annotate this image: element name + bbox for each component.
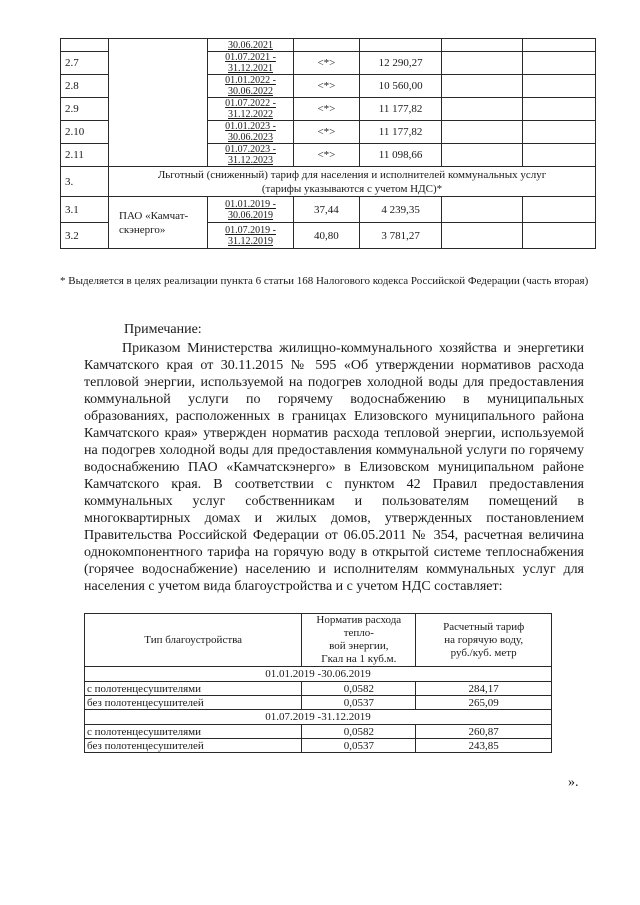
rate-cell: 284,17 — [416, 682, 552, 696]
org-name — [109, 197, 208, 249]
norm-cell: 0,0537 — [302, 739, 416, 753]
header-rate — [416, 614, 552, 667]
value-cell: <*> — [293, 144, 359, 167]
section-title — [109, 167, 596, 197]
period-cell — [208, 75, 293, 98]
vat-cell: 12 290,27 — [360, 52, 442, 75]
period-line: 30.06.2023 — [228, 132, 274, 143]
period-cell — [208, 223, 293, 249]
period-line: 31.12.2021 — [228, 63, 274, 74]
value-cell — [293, 39, 359, 52]
closing-quote: ». — [568, 775, 579, 790]
period-row — [85, 667, 552, 682]
period-line: 30.06.2021 — [228, 39, 274, 51]
empty-cell — [522, 144, 595, 167]
vat-cell: 10 560,00 — [360, 75, 442, 98]
empty-cell — [442, 75, 523, 98]
empty-cell — [442, 39, 523, 52]
rate-cell: 243,85 — [416, 739, 552, 753]
header-norm — [302, 614, 416, 667]
footnote: * Выделяется в целях реализации пункта 6 статьи 168 Налогового кодекса Российской Федерации (часть вторая) — [60, 275, 589, 287]
period-line: 01.07.2021 - — [225, 52, 276, 63]
empty-cell — [522, 75, 595, 98]
rate-cell: 265,09 — [416, 696, 552, 710]
vat-cell: 11 177,82 — [360, 121, 442, 144]
period-line: 01.07.2023 - — [225, 144, 276, 155]
section-title-line: (тарифы указываются с учетом НДС)* — [261, 182, 443, 195]
row-number: 2.7 — [61, 52, 109, 75]
type-cell: с полотенцесушителями — [85, 725, 302, 739]
period-line: 30.06.2019 — [228, 209, 274, 221]
empty-cell — [522, 39, 595, 52]
value-cell: 37,44 — [293, 197, 359, 223]
type-cell: без полотенцесушителей — [85, 696, 302, 710]
header-line: Норматив расхода тепло- — [316, 614, 402, 639]
table-row — [61, 39, 596, 52]
table-row — [85, 696, 552, 710]
vat-cell: 11 177,82 — [360, 98, 442, 121]
value-cell: <*> — [293, 75, 359, 98]
empty-cell — [522, 52, 595, 75]
empty-cell — [442, 223, 523, 249]
value-cell: <*> — [293, 98, 359, 121]
period-line: 31.12.2019 — [228, 235, 274, 247]
period-label: 01.01.2019 -30.06.2019 — [85, 667, 552, 682]
period-cell — [208, 121, 293, 144]
period-label: 01.07.2019 -31.12.2019 — [85, 710, 552, 725]
empty-cell — [522, 121, 595, 144]
norm-cell: 0,0582 — [302, 682, 416, 696]
period-row — [85, 710, 552, 725]
org-name-line: ПАО «Камчат- — [119, 209, 189, 222]
table-row — [61, 167, 596, 197]
period-cell — [208, 98, 293, 121]
value-cell: <*> — [293, 52, 359, 75]
empty-cell — [442, 52, 523, 75]
rate-cell: 260,87 — [416, 725, 552, 739]
empty-cell — [522, 197, 595, 223]
table-header-row — [85, 614, 552, 667]
section-number: 3. — [61, 167, 109, 197]
empty-cell — [442, 121, 523, 144]
table-row — [61, 197, 596, 223]
header-line: на горячую воду, — [444, 633, 524, 646]
period-line: 01.01.2019 - — [225, 198, 276, 210]
empty-cell — [522, 223, 595, 249]
period-line: 30.06.2022 — [228, 86, 274, 97]
empty-cell — [522, 98, 595, 121]
period-line: 31.12.2023 — [228, 155, 274, 166]
row-number: 3.2 — [61, 223, 109, 249]
period-cell — [208, 144, 293, 167]
norm-cell: 0,0537 — [302, 696, 416, 710]
org-name-line: скэнерго» — [119, 223, 166, 236]
vat-cell: 3 781,27 — [360, 223, 442, 249]
vat-cell: 4 239,35 — [360, 197, 442, 223]
row-number — [61, 39, 109, 52]
period-line: 01.01.2022 - — [225, 75, 276, 86]
header-type: Тип благоустройства — [85, 614, 302, 667]
row-number: 3.1 — [61, 197, 109, 223]
header-line: Гкал на 1 куб.м. — [321, 653, 397, 665]
header-line: вой энергии, — [329, 640, 389, 652]
table-row — [85, 682, 552, 696]
value-cell: 40,80 — [293, 223, 359, 249]
table-row — [85, 725, 552, 739]
row-number: 2.9 — [61, 98, 109, 121]
org-cell-empty — [109, 39, 208, 167]
note-paragraph: Приказом Министерства жилищно-коммунального хозяйства и энергетики Камчатского края от 30.11.2015 № 595 «Об утверждении нормативов расхода тепловой энергии, используемой на подогрев холодной воды для предоставления коммунальной услуги по горячему водоснабжению в муниципальных образованиях, расположенных в границах Елизовского муниципального района Камчатского края» утвержден норматив расхода тепловой энергии, используемой на подогрев холодной воды для предоставления коммунальной услуги по горячему водоснабжению ПАО «Камчатскэнерго» в Елизовском муниципальном районе Камчатского края. В соответствии с пунктом 42 Правил предоставления коммунальных услуг собственникам и пользователям помещений в многоквартирных домах и жилых домов, утвержденных постановлением Правительства Российской Федерации от 06.05.2011 № 354, расчетная величина однокомпонентного тарифа на горячую воду в открытой системе теплоснабжения (горячее водоснабжение) населению и исполнителям коммунальных услуг для населения с учетом вида благоустройства и с учетом НДС составляет: — [84, 341, 584, 594]
period-line: 31.12.2022 — [228, 109, 274, 120]
header-line: Расчетный тариф — [443, 620, 525, 633]
header-line: руб./куб. метр — [450, 646, 517, 659]
empty-cell — [442, 98, 523, 121]
period-line: 01.07.2022 - — [225, 98, 276, 109]
type-cell: с полотенцесушителями — [85, 682, 302, 696]
row-number: 2.11 — [61, 144, 109, 167]
table-row — [85, 739, 552, 753]
row-number: 2.10 — [61, 121, 109, 144]
vat-cell: 11 098,66 — [360, 144, 442, 167]
empty-cell — [442, 197, 523, 223]
note-title: Примечание: — [124, 322, 202, 337]
value-cell: <*> — [293, 121, 359, 144]
norm-table — [84, 613, 552, 753]
empty-cell — [442, 144, 523, 167]
period-cell — [208, 52, 293, 75]
period-cell — [208, 39, 293, 52]
norm-cell: 0,0582 — [302, 725, 416, 739]
vat-cell — [360, 39, 442, 52]
row-number: 2.8 — [61, 75, 109, 98]
period-cell — [208, 197, 293, 223]
tariff-table — [60, 38, 596, 249]
period-line: 01.01.2023 - — [225, 121, 276, 132]
period-line: 01.07.2019 - — [225, 224, 276, 236]
section-title-line: Льготный (сниженный) тариф для населения и исполнителей коммунальных услуг — [157, 168, 547, 181]
type-cell: без полотенцесушителей — [85, 739, 302, 753]
